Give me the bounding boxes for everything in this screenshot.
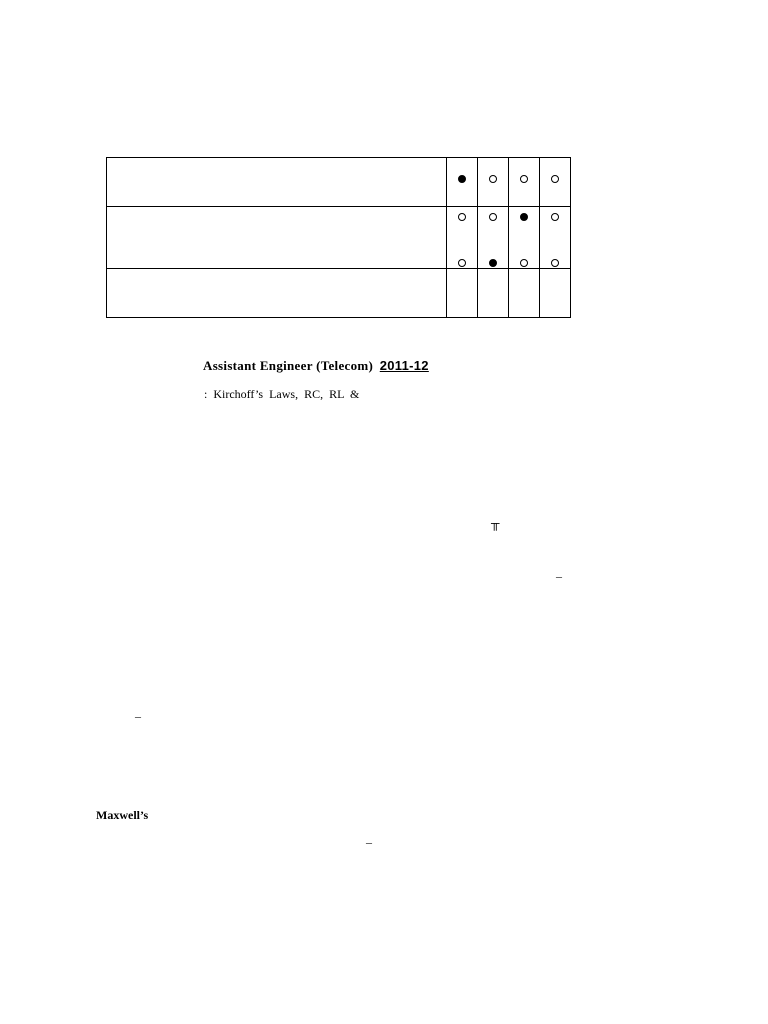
section-title — [203, 358, 429, 374]
answer-bubble[interactable] — [489, 175, 497, 183]
dash-mark: – — [135, 709, 141, 723]
maxwell-label: Maxwell’s — [96, 808, 149, 822]
title-text: Assistant Engineer (Telecom) — [203, 358, 374, 373]
dash-mark: – — [556, 569, 562, 583]
answer-bubble[interactable] — [458, 175, 466, 183]
title-year: 2011-12 — [379, 358, 429, 373]
question-cell — [107, 207, 447, 269]
option-cell — [447, 158, 478, 207]
option-cell — [509, 269, 540, 318]
question-cell — [107, 269, 447, 318]
answer-bubble[interactable] — [458, 259, 466, 267]
question-cell — [107, 158, 447, 207]
answer-bubble[interactable] — [551, 175, 559, 183]
pi-symbol: ╥ — [491, 516, 500, 530]
option-cell — [447, 269, 478, 318]
option-cell — [478, 269, 509, 318]
answer-bubble[interactable] — [551, 259, 559, 267]
dash-mark: – — [366, 835, 372, 849]
answer-bubble[interactable] — [520, 175, 528, 183]
answer-bubble[interactable] — [520, 213, 528, 221]
option-cell — [509, 207, 540, 269]
grid-row-2 — [107, 207, 571, 269]
option-cell — [540, 158, 571, 207]
answer-bubble[interactable] — [489, 259, 497, 267]
grid-row-1 — [107, 158, 571, 207]
grid-row-3 — [107, 269, 571, 318]
answer-bubble[interactable] — [458, 213, 466, 221]
answer-bubble[interactable] — [520, 259, 528, 267]
option-cell — [509, 158, 540, 207]
option-cell — [540, 269, 571, 318]
option-cell — [447, 207, 478, 269]
option-cell — [478, 207, 509, 269]
topics-line: : Kirchoff’s Laws, RC, RL & — [204, 387, 360, 401]
option-cell — [540, 207, 571, 269]
answer-bubble[interactable] — [489, 213, 497, 221]
answer-bubble[interactable] — [551, 213, 559, 221]
answer-grid-table — [106, 157, 571, 318]
option-cell — [478, 158, 509, 207]
